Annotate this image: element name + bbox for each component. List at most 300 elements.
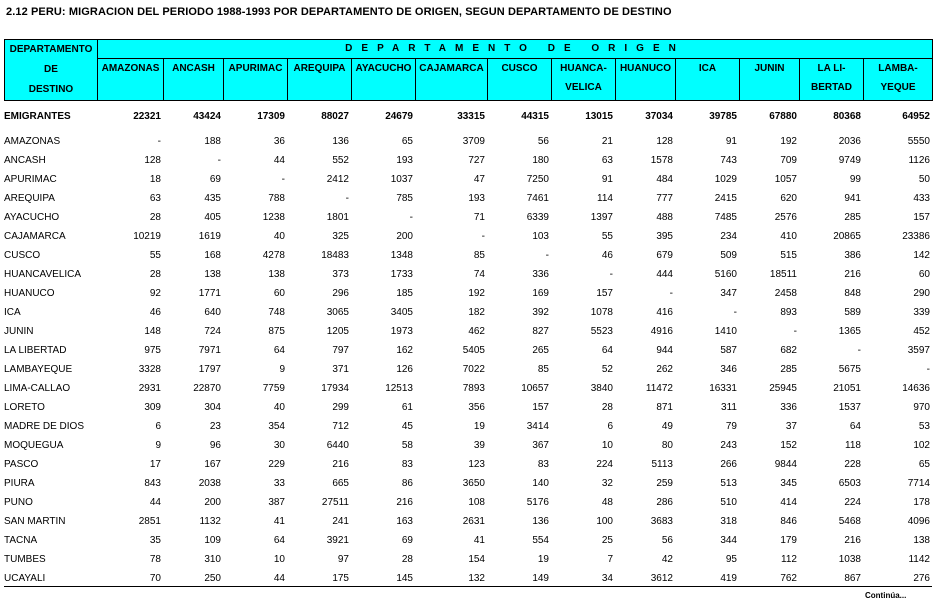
table-cell: 22321 xyxy=(133,111,161,122)
origin-column-label: HUANUCO xyxy=(619,62,672,74)
row-label: PIURA xyxy=(4,478,35,489)
table-row xyxy=(4,132,932,151)
table-cell: 367 xyxy=(532,440,549,451)
table-cell: 7759 xyxy=(262,383,285,394)
table-cell: 1126 xyxy=(908,155,930,166)
table-cell: 589 xyxy=(844,307,861,318)
table-cell: 5113 xyxy=(651,459,673,470)
table-cell: 724 xyxy=(204,326,221,337)
table-cell: 118 xyxy=(845,440,861,451)
table-cell: 44 xyxy=(273,155,285,166)
origin-column-header xyxy=(864,58,933,100)
table-cell: - xyxy=(857,345,861,356)
table-cell: 10657 xyxy=(521,383,549,394)
table-cell: 64 xyxy=(273,345,285,356)
table-row xyxy=(4,398,932,417)
table-cell: 7 xyxy=(607,554,613,565)
table-cell: 843 xyxy=(144,478,161,489)
table-cell: 178 xyxy=(913,497,930,508)
table-cell: 64 xyxy=(849,421,861,432)
table-cell: 70 xyxy=(149,573,161,584)
origin-column-label: JUNIN xyxy=(754,62,785,74)
table-cell: 414 xyxy=(780,497,797,508)
table-cell: 1801 xyxy=(326,212,349,223)
table-cell: 241 xyxy=(332,516,349,527)
table-cell: 4096 xyxy=(907,516,930,527)
origin-column-label: LA LI- xyxy=(817,62,846,74)
table-cell: 28 xyxy=(149,212,161,223)
table-cell: 163 xyxy=(396,516,413,527)
table-cell: 65 xyxy=(401,136,413,147)
table-cell: 867 xyxy=(844,573,861,584)
table-cell: 74 xyxy=(473,269,485,280)
table-row xyxy=(4,170,932,189)
table-cell: 410 xyxy=(780,231,797,242)
table-row xyxy=(4,227,932,246)
table-cell: 49 xyxy=(661,421,673,432)
table-cell: 5523 xyxy=(590,326,613,337)
table-cell: 41 xyxy=(473,535,485,546)
table-row xyxy=(4,531,932,550)
table-cell: 43424 xyxy=(193,111,221,122)
table-cell: 13015 xyxy=(585,111,613,122)
table-cell: 102 xyxy=(913,440,930,451)
table-cell: 192 xyxy=(780,136,797,147)
table-cell: 200 xyxy=(396,231,413,242)
table-row xyxy=(4,550,932,569)
table-cell: 167 xyxy=(204,459,221,470)
table-row xyxy=(4,436,932,455)
table-cell: 1038 xyxy=(838,554,861,565)
table-cell: 827 xyxy=(532,326,549,337)
table-cell: 7893 xyxy=(462,383,485,394)
table-cell: 3840 xyxy=(590,383,613,394)
table-cell: 515 xyxy=(780,250,797,261)
row-label: EMIGRANTES xyxy=(4,111,71,122)
table-cell: 5176 xyxy=(526,497,549,508)
origin-column-header xyxy=(676,58,740,100)
table-cell: 1578 xyxy=(650,155,673,166)
table-cell: 2038 xyxy=(198,478,221,489)
table-cell: 640 xyxy=(204,307,221,318)
table-cell: 17934 xyxy=(321,383,349,394)
table-cell: 3921 xyxy=(326,535,349,546)
row-label: PUNO xyxy=(4,497,33,508)
table-row xyxy=(4,455,932,474)
table-cell: 37 xyxy=(785,421,797,432)
table-cell: 488 xyxy=(656,212,673,223)
table-cell: 83 xyxy=(537,459,549,470)
table-cell: 55 xyxy=(149,250,161,261)
table-cell: 6 xyxy=(607,421,613,432)
table-cell: 216 xyxy=(396,497,413,508)
table-cell: 100 xyxy=(596,516,613,527)
table-cell: 416 xyxy=(656,307,673,318)
origin-column-label: AYACUCHO xyxy=(355,62,412,74)
continues-note: Continúa... xyxy=(865,591,907,600)
row-label: MOQUEGUA xyxy=(4,440,64,451)
row-label: LAMBAYEQUE xyxy=(4,364,73,375)
table-cell: 433 xyxy=(913,193,930,204)
table-cell: 9 xyxy=(279,364,285,375)
table-cell: 1348 xyxy=(390,250,413,261)
table-cell: 83 xyxy=(401,459,413,470)
table-cell: 71 xyxy=(473,212,485,223)
table-cell: 285 xyxy=(844,212,861,223)
table-cell: 216 xyxy=(844,269,861,280)
table-cell: 941 xyxy=(844,193,861,204)
table-cell: 63 xyxy=(601,155,613,166)
table-row xyxy=(4,379,932,398)
table-cell: 85 xyxy=(537,364,549,375)
table-cell: 42 xyxy=(661,554,673,565)
table-cell: 2412 xyxy=(326,174,349,185)
table-cell: 1410 xyxy=(714,326,737,337)
table-cell: 112 xyxy=(781,554,797,565)
table-cell: 4916 xyxy=(650,326,673,337)
table-cell: 1973 xyxy=(390,326,413,337)
emigrantes-row xyxy=(4,107,932,126)
table-cell: 356 xyxy=(468,402,485,413)
table-cell: 944 xyxy=(656,345,673,356)
table-cell: 6440 xyxy=(326,440,349,451)
table-cell: 136 xyxy=(532,516,549,527)
table-cell: 30 xyxy=(273,440,285,451)
table-cell: 136 xyxy=(332,136,349,147)
table-cell: 32 xyxy=(601,478,613,489)
table-cell: 64 xyxy=(601,345,613,356)
origin-column-label-line2: YEQUE xyxy=(880,81,916,93)
table-cell: 354 xyxy=(268,421,285,432)
row-label: TACNA xyxy=(4,535,38,546)
table-row xyxy=(4,189,932,208)
table-cell: 243 xyxy=(720,440,737,451)
table-cell: - xyxy=(926,364,930,375)
table-cell: 3328 xyxy=(138,364,161,375)
row-label: CUSCO xyxy=(4,250,41,261)
table-row xyxy=(4,341,932,360)
table-cell: 67880 xyxy=(769,111,797,122)
table-cell: 193 xyxy=(396,155,413,166)
row-label: HUANUCO xyxy=(4,288,55,299)
origin-column-header xyxy=(416,58,488,100)
table-cell: 1537 xyxy=(838,402,861,413)
table-row xyxy=(4,265,932,284)
row-label: AREQUIPA xyxy=(4,193,55,204)
table-cell: 7485 xyxy=(714,212,737,223)
row-label: CAJAMARCA xyxy=(4,231,66,242)
table-cell: 665 xyxy=(332,478,349,489)
column-header xyxy=(4,39,933,101)
table-cell: 7714 xyxy=(907,478,930,489)
table-cell: 1797 xyxy=(198,364,221,375)
table-cell: 1365 xyxy=(838,326,861,337)
table-cell: 587 xyxy=(720,345,737,356)
row-label: TUMBES xyxy=(4,554,46,565)
table-cell: 435 xyxy=(204,193,221,204)
table-cell: 53 xyxy=(918,421,930,432)
row-label: SAN MARTIN xyxy=(4,516,66,527)
table-cell: 2931 xyxy=(138,383,161,394)
table-cell: 1205 xyxy=(326,326,349,337)
table-cell: 748 xyxy=(268,307,285,318)
table-cell: 79 xyxy=(725,421,737,432)
table-cell: 128 xyxy=(144,155,161,166)
table-cell: 91 xyxy=(601,174,613,185)
table-cell: 185 xyxy=(396,288,413,299)
table-cell: 975 xyxy=(144,345,161,356)
table-cell: 128 xyxy=(656,136,673,147)
destination-header-line3: DESTINO xyxy=(28,84,74,95)
table-cell: 28 xyxy=(401,554,413,565)
table-cell: 25 xyxy=(601,535,613,546)
origin-column-label-line2: VELICA xyxy=(565,81,602,93)
table-cell: 9844 xyxy=(774,459,797,470)
table-cell: 462 xyxy=(468,326,485,337)
table-cell: 10219 xyxy=(133,231,161,242)
row-label: MADRE DE DIOS xyxy=(4,421,85,432)
table-cell: 444 xyxy=(656,269,673,280)
table-cell: 154 xyxy=(468,554,485,565)
table-cell: 22870 xyxy=(193,383,221,394)
table-cell: 6503 xyxy=(838,478,861,489)
table-cell: 11472 xyxy=(645,383,673,394)
table-cell: 276 xyxy=(913,573,930,584)
table-cell: - xyxy=(733,307,737,318)
table-cell: 318 xyxy=(720,516,737,527)
table-cell: 18511 xyxy=(769,269,797,280)
table-cell: 5405 xyxy=(462,345,485,356)
table-cell: 48 xyxy=(601,497,613,508)
table-cell: 848 xyxy=(844,288,861,299)
table-cell: 45 xyxy=(401,421,413,432)
table-row xyxy=(4,493,932,512)
table-cell: 61 xyxy=(401,402,413,413)
table-cell: 80368 xyxy=(833,111,861,122)
table-cell: 60 xyxy=(918,269,930,280)
table-cell: 216 xyxy=(332,459,349,470)
table-cell: 250 xyxy=(204,573,221,584)
table-cell: 216 xyxy=(844,535,861,546)
table-cell: 47 xyxy=(473,174,485,185)
table-cell: 620 xyxy=(780,193,797,204)
table-cell: - xyxy=(157,136,161,147)
table-cell: 304 xyxy=(204,402,221,413)
page-title: 2.12 PERU: MIGRACION DEL PERIODO 1988-1993 POR DEPARTAMENTO DE ORIGEN, SEGUN DEPARTAMENTO DE DESTINO xyxy=(6,6,672,18)
table-cell: 19 xyxy=(537,554,549,565)
table-cell: 4278 xyxy=(262,250,285,261)
table-cell: - xyxy=(345,193,349,204)
table-cell: 224 xyxy=(596,459,613,470)
table-cell: 510 xyxy=(720,497,737,508)
table-cell: 36 xyxy=(273,136,285,147)
table-cell: 140 xyxy=(532,478,549,489)
row-label: UCAYALI xyxy=(4,573,46,584)
destination-header-line2: DE xyxy=(44,64,58,75)
table-cell: 345 xyxy=(780,478,797,489)
table-cell: 9 xyxy=(155,440,161,451)
table-cell: 2036 xyxy=(838,136,861,147)
destination-header xyxy=(5,40,98,101)
table-cell: 2631 xyxy=(462,516,485,527)
table-cell: 371 xyxy=(332,364,349,375)
table-cell: 797 xyxy=(332,345,349,356)
table-cell: 259 xyxy=(656,478,673,489)
table-cell: 91 xyxy=(725,136,737,147)
table-cell: 52 xyxy=(601,364,613,375)
table-cell: 777 xyxy=(656,193,673,204)
table-cell: 23 xyxy=(209,421,221,432)
table-row xyxy=(4,151,932,170)
table-cell: 395 xyxy=(656,231,673,242)
table-cell: 7250 xyxy=(526,174,549,185)
table-cell: 346 xyxy=(720,364,737,375)
origin-column-label-line2: BERTAD xyxy=(811,81,852,93)
table-cell: 37034 xyxy=(645,111,673,122)
table-cell: - xyxy=(669,288,673,299)
table-cell: 56 xyxy=(661,535,673,546)
table-cell: - xyxy=(281,174,285,185)
table-cell: 1078 xyxy=(590,307,613,318)
table-cell: 162 xyxy=(396,345,413,356)
table-cell: 1733 xyxy=(390,269,413,280)
table-cell: 169 xyxy=(532,288,549,299)
table-row xyxy=(4,208,932,227)
table-cell: 46 xyxy=(601,250,613,261)
table-cell: 24679 xyxy=(385,111,413,122)
table-cell: 126 xyxy=(396,364,413,375)
table-row xyxy=(4,303,932,322)
table-cell: 138 xyxy=(268,269,285,280)
table-cell: 85 xyxy=(473,250,485,261)
table-cell: - xyxy=(217,155,221,166)
table-cell: 21051 xyxy=(833,383,861,394)
table-cell: 344 xyxy=(720,535,737,546)
table-cell: 80 xyxy=(661,440,673,451)
origin-column-header xyxy=(98,58,164,100)
table-cell: 44315 xyxy=(521,111,549,122)
table-cell: 18 xyxy=(149,174,161,185)
table-cell: 5550 xyxy=(907,136,930,147)
table-cell: 179 xyxy=(780,535,797,546)
table-cell: 339 xyxy=(913,307,930,318)
table-cell: 88027 xyxy=(321,111,349,122)
table-cell: 69 xyxy=(401,535,413,546)
table-cell: 1132 xyxy=(199,516,221,527)
origin-column-label: AMAZONAS xyxy=(101,62,160,74)
table-cell: 5675 xyxy=(838,364,861,375)
table-cell: 7461 xyxy=(526,193,549,204)
table-cell: 228 xyxy=(844,459,861,470)
table-cell: 387 xyxy=(268,497,285,508)
table-cell: 311 xyxy=(721,402,737,413)
table-cell: 1397 xyxy=(590,212,613,223)
table-cell: 3709 xyxy=(462,136,485,147)
table-cell: 509 xyxy=(720,250,737,261)
table-cell: 33 xyxy=(273,478,285,489)
table-cell: 168 xyxy=(204,250,221,261)
table-cell: 419 xyxy=(720,573,737,584)
origin-column-label: CAJAMARCA xyxy=(419,62,484,74)
table-cell: 347 xyxy=(720,288,737,299)
table-cell: 3405 xyxy=(390,307,413,318)
table-cell: 234 xyxy=(720,231,737,242)
table-cell: 34 xyxy=(601,573,613,584)
table-cell: 265 xyxy=(532,345,549,356)
row-label: APURIMAC xyxy=(4,174,57,185)
table-cell: 3650 xyxy=(462,478,485,489)
row-label: AYACUCHO xyxy=(4,212,60,223)
table-cell: - xyxy=(793,326,797,337)
table-cell: 123 xyxy=(468,459,485,470)
table-row xyxy=(4,284,932,303)
origin-column-header xyxy=(740,58,800,100)
table-cell: 3683 xyxy=(650,516,673,527)
table-cell: 69 xyxy=(209,174,221,185)
table-cell: 6 xyxy=(155,421,161,432)
table-cell: 145 xyxy=(396,573,413,584)
table-cell: 14636 xyxy=(902,383,930,394)
origin-column-header xyxy=(352,58,416,100)
table-cell: 50 xyxy=(918,174,930,185)
table-cell: 682 xyxy=(780,345,797,356)
table-cell: 18483 xyxy=(321,250,349,261)
table-cell: 25945 xyxy=(769,383,797,394)
table-cell: 875 xyxy=(268,326,285,337)
origin-column-label: APURIMAC xyxy=(228,62,283,74)
table-cell: 373 xyxy=(332,269,349,280)
table-cell: 10 xyxy=(273,554,285,565)
origin-column-header xyxy=(288,58,352,100)
table-cell: 336 xyxy=(532,269,549,280)
table-cell: 299 xyxy=(332,402,349,413)
table-row xyxy=(4,360,932,379)
table-cell: 513 xyxy=(720,478,737,489)
table-cell: 180 xyxy=(532,155,549,166)
table-cell: 39 xyxy=(473,440,485,451)
table-cell: 58 xyxy=(401,440,413,451)
table-cell: 92 xyxy=(149,288,161,299)
table-cell: 138 xyxy=(913,535,930,546)
table-cell: 712 xyxy=(332,421,349,432)
table-cell: 108 xyxy=(468,497,485,508)
table-cell: 55 xyxy=(601,231,613,242)
table-cell: 95 xyxy=(725,554,737,565)
table-cell: 17309 xyxy=(257,111,285,122)
table-cell: 2415 xyxy=(714,193,737,204)
table-cell: - xyxy=(481,231,485,242)
table-cell: 229 xyxy=(268,459,285,470)
origin-column-header xyxy=(224,58,288,100)
origin-column-header xyxy=(164,58,224,100)
row-label: HUANCAVELICA xyxy=(4,269,82,280)
row-label: PASCO xyxy=(4,459,39,470)
table-row xyxy=(4,512,932,531)
table-cell: 138 xyxy=(204,269,221,280)
table-row xyxy=(4,246,932,265)
table-cell: 23386 xyxy=(902,231,930,242)
origin-column-label: ICA xyxy=(698,62,717,74)
table-cell: 21 xyxy=(601,136,613,147)
migration-table xyxy=(4,107,932,588)
origin-column-header xyxy=(552,58,616,100)
table-cell: 96 xyxy=(209,440,221,451)
table-cell: - xyxy=(409,212,413,223)
table-cell: 1619 xyxy=(198,231,221,242)
table-cell: 310 xyxy=(204,554,221,565)
table-cell: 552 xyxy=(332,155,349,166)
table-cell: 63 xyxy=(149,193,161,204)
